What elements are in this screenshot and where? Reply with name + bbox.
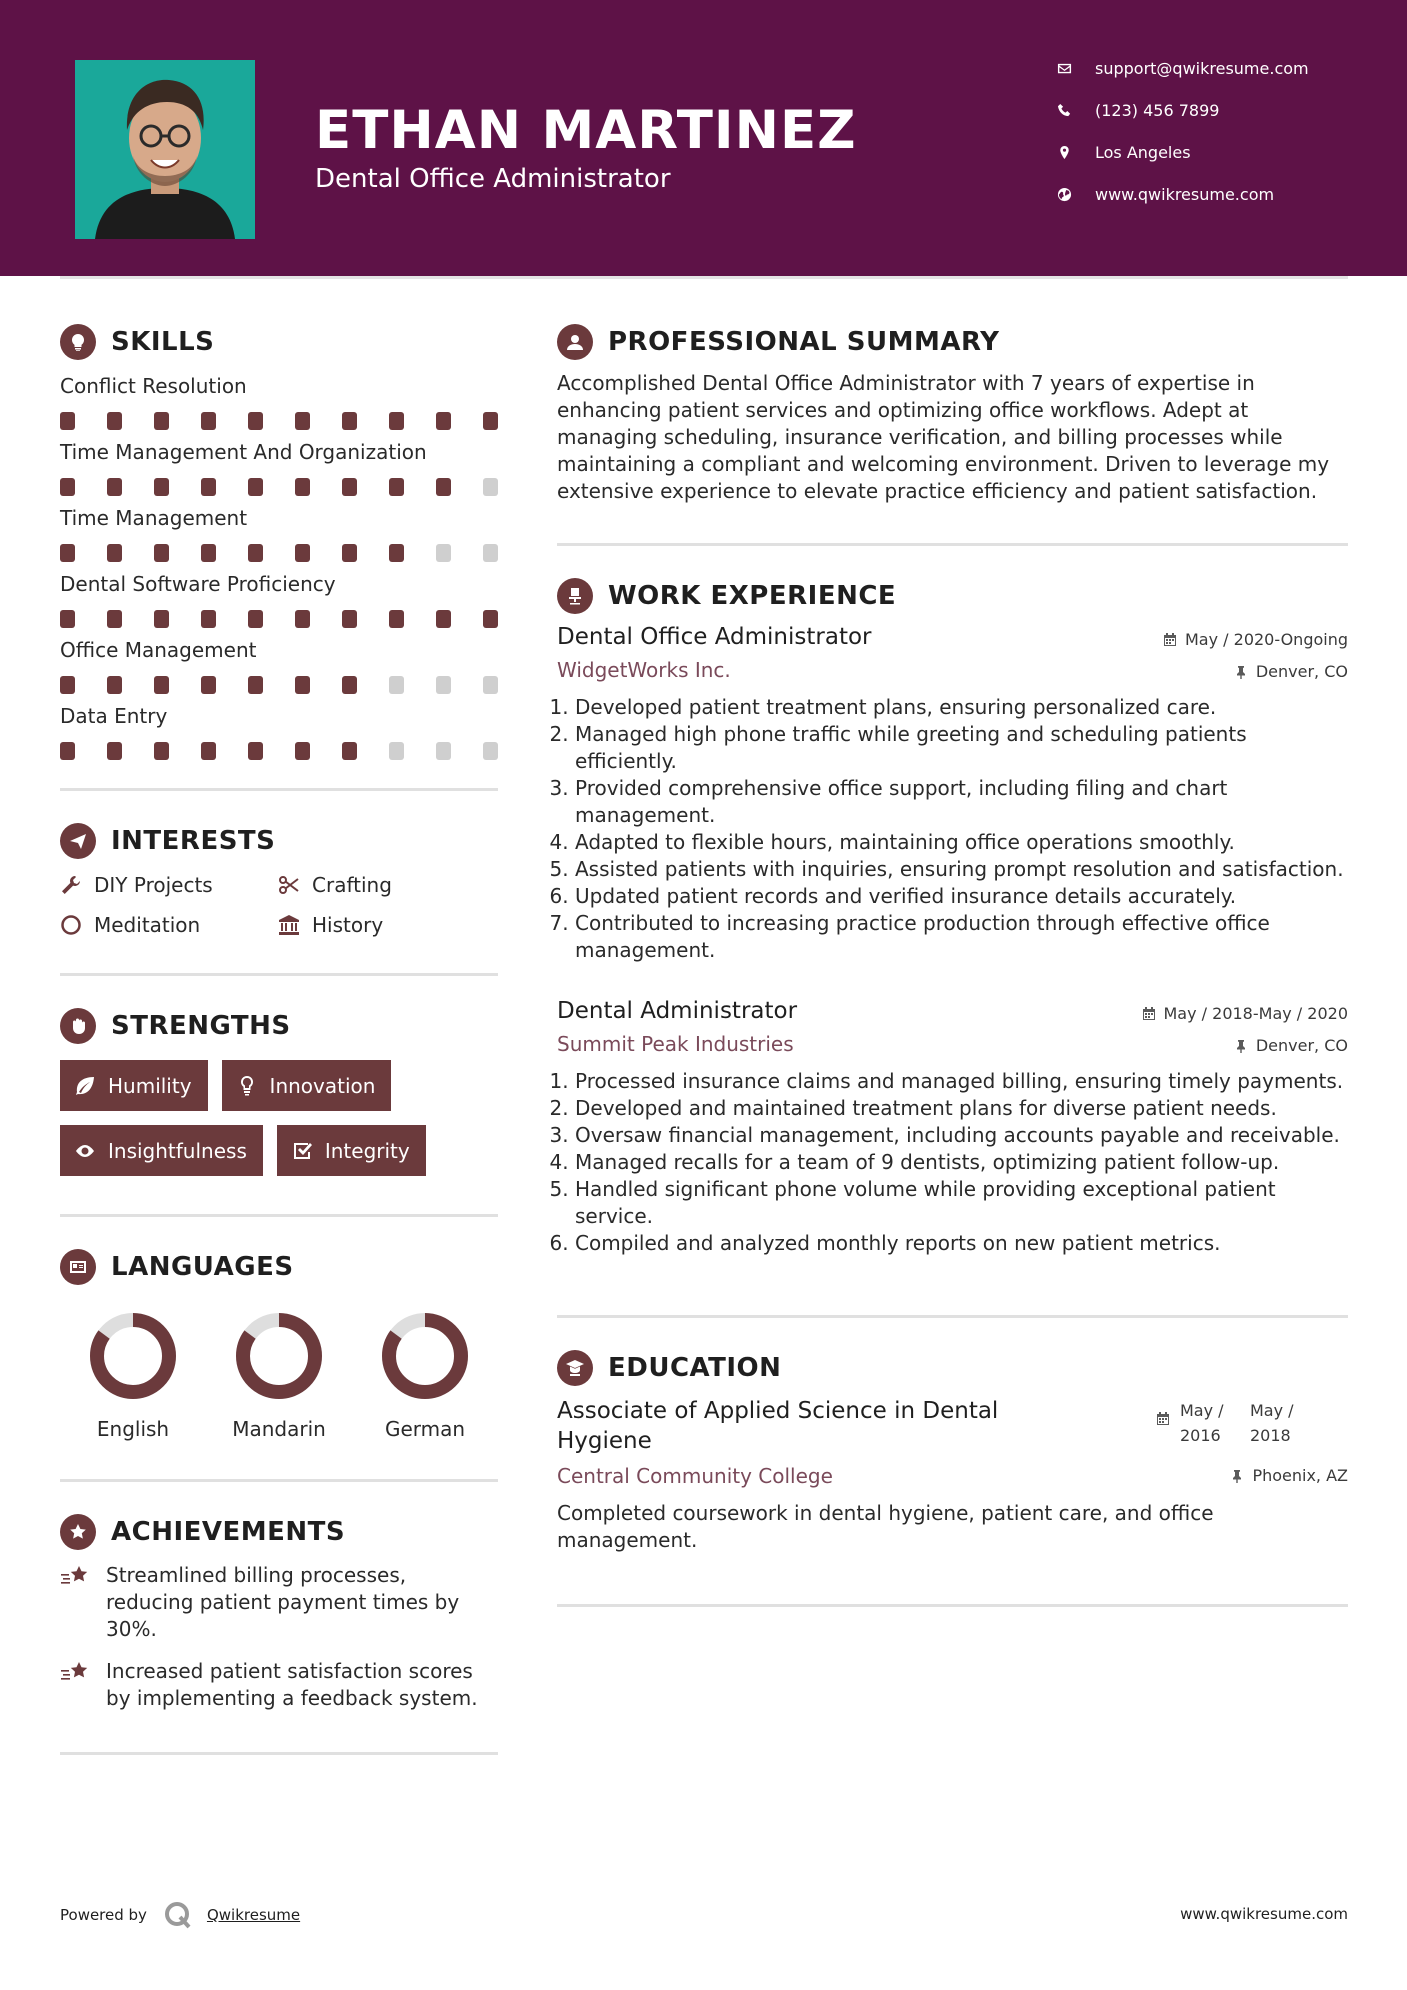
language-name: English [96, 1417, 170, 1441]
duty-item: 1. Processed insurance claims and managed billing, ensuring timely payments. [575, 1068, 1348, 1095]
circle-icon [60, 914, 82, 936]
rating-dot [295, 742, 310, 760]
rating-dot [107, 742, 122, 760]
rating-dot [154, 544, 169, 562]
skills-heading [60, 320, 498, 364]
lightbulb-icon [236, 1075, 258, 1097]
skill-name: Dental Software Proficiency [60, 572, 336, 596]
language-item [60, 1311, 206, 1441]
skill-rating [60, 610, 498, 628]
rating-dot [389, 478, 404, 496]
duty-item: 2. Developed and maintained treatment plans for diverse patient needs. [575, 1095, 1348, 1122]
skill-rating [60, 478, 498, 496]
section-divider [557, 1315, 1348, 1318]
checkbox-icon [291, 1140, 313, 1162]
rating-dot [295, 610, 310, 628]
language-name: German [384, 1417, 466, 1441]
rating-dot [342, 412, 357, 430]
section-divider [60, 1214, 498, 1217]
calendar-icon [1142, 1007, 1156, 1021]
rating-dot [389, 544, 404, 562]
rating-dot [154, 478, 169, 496]
job-entry [557, 998, 1348, 1257]
duty-item: 5. Assisted patients with inquiries, ensuring prompt resolution and satisfaction. [575, 856, 1348, 883]
rating-dot [389, 610, 404, 628]
skill-rating [60, 544, 498, 562]
rating-dot [295, 478, 310, 496]
education-description: Completed coursework in dental hygiene, patient care, and office management. [557, 1501, 1214, 1552]
duty-item: 5. Handled significant phone volume while providing exceptional patient service. [575, 1176, 1348, 1230]
rating-dot [107, 676, 122, 694]
achievement-text: Increased patient satisfaction scores by implementing a feedback system. [106, 1659, 478, 1710]
rating-dot [436, 610, 451, 628]
education-location-text: Phoenix, AZ [1252, 1466, 1348, 1485]
shooting-star-icon [60, 1564, 90, 1590]
rating-dot [436, 742, 451, 760]
id-card-icon [60, 1249, 96, 1285]
skill-rating [60, 676, 498, 694]
rating-dot [60, 478, 75, 496]
rating-dot [60, 610, 75, 628]
rating-dot [154, 412, 169, 430]
school-name: Central Community College [557, 1464, 833, 1488]
education-location [1230, 1466, 1348, 1485]
strength-tag [60, 1060, 208, 1111]
rating-dot [295, 544, 310, 562]
rating-dot [201, 544, 216, 562]
rating-dot [389, 676, 404, 694]
rating-dot [483, 544, 498, 562]
summary-text: Accomplished Dental Office Administrator with 7 years of expertise in enhancing patient services and optimizing office workflows. Adept at managing scheduling, insurance verification, and billing processes while maintaining a compliant and welcoming environment. Driven to leverage my extensive experience to elevate practice efficiency and patient satisfaction. [557, 371, 1330, 503]
skills-list [60, 374, 498, 760]
rating-dot [342, 610, 357, 628]
languages-list [60, 1311, 498, 1441]
strength-tag [60, 1125, 263, 1176]
rating-dot [342, 544, 357, 562]
contact-location-text: Los Angeles [1095, 143, 1191, 162]
experience-heading [557, 574, 1348, 618]
footer-url[interactable]: www.qwikresume.com [1180, 1905, 1348, 1923]
rating-dot [295, 412, 310, 430]
rating-dot [248, 742, 263, 760]
job-dates [1163, 630, 1348, 649]
strength-label: Integrity [324, 1138, 410, 1163]
rating-dot [201, 610, 216, 628]
degree-title: Associate of Applied Science in Dental Hygiene [557, 1398, 999, 1454]
skill-name: Time Management [60, 506, 248, 530]
job-entry [557, 624, 1348, 964]
strength-tag [222, 1060, 392, 1111]
paper-plane-icon [60, 823, 96, 859]
avatar-icon [75, 60, 255, 239]
interest-label: History [312, 913, 384, 937]
duty-item: 6. Compiled and analyzed monthly reports on new patient metrics. [575, 1230, 1348, 1257]
language-donut [380, 1311, 470, 1401]
footer-powered-by [60, 1900, 300, 1930]
qwikresume-logo-icon [163, 1900, 193, 1930]
interests-title: INTERESTS [111, 826, 276, 856]
rating-dot [248, 610, 263, 628]
globe-icon [1055, 186, 1073, 204]
interest-item [278, 873, 498, 897]
languages-heading [60, 1245, 498, 1289]
achievements-title: ACHIEVEMENTS [111, 1517, 346, 1547]
education-heading [557, 1346, 1348, 1390]
rating-dot [342, 676, 357, 694]
rating-dot [483, 412, 498, 430]
profile-photo [75, 60, 255, 239]
duty-item: 3. Provided comprehensive office support, including filing and chart management. [575, 775, 1348, 829]
contact-phone-text: (123) 456 7899 [1095, 101, 1220, 120]
resume-header [0, 0, 1407, 276]
skill-name: Conflict Resolution [60, 374, 247, 398]
contact-email-text: support@qwikresume.com [1095, 59, 1309, 78]
section-divider [60, 1752, 498, 1755]
achievement-text: Streamlined billing processes, reducing patient payment times by 30%. [106, 1563, 460, 1641]
edu-end-month: May / [1250, 1401, 1294, 1420]
phone-icon [1055, 102, 1073, 120]
education-dates [1156, 1398, 1310, 1448]
rating-dot [248, 544, 263, 562]
rating-dot [248, 676, 263, 694]
right-column [557, 320, 1348, 1607]
rating-dot [295, 676, 310, 694]
experience-title: WORK EXPERIENCE [608, 581, 897, 611]
skill-name: Data Entry [60, 704, 168, 728]
powered-by-text: Powered by [60, 1906, 147, 1924]
interest-label: DIY Projects [94, 873, 213, 897]
pin-icon [1234, 1039, 1248, 1053]
rating-dot [201, 676, 216, 694]
office-chair-icon [557, 578, 593, 614]
contact-website[interactable] [1055, 185, 1385, 204]
language-donut [88, 1311, 178, 1401]
duty-item: 3. Oversaw financial management, including accounts payable and receivable. [575, 1122, 1348, 1149]
strengths-list [60, 1060, 498, 1176]
pin-icon [1234, 665, 1248, 679]
section-divider [557, 1604, 1348, 1607]
shooting-star-icon [60, 1660, 90, 1686]
skill-rating [60, 742, 498, 760]
graduate-icon [557, 1350, 593, 1386]
achievements-heading [60, 1510, 498, 1554]
education-entry [557, 1396, 1348, 1554]
rating-dot [154, 742, 169, 760]
rating-dot [483, 478, 498, 496]
calendar-icon [1156, 1412, 1170, 1426]
rating-dot [107, 478, 122, 496]
job-location-text: Denver, CO [1255, 662, 1348, 681]
interest-label: Crafting [312, 873, 392, 897]
rating-dot [154, 676, 169, 694]
language-donut [234, 1311, 324, 1401]
strength-label: Innovation [269, 1073, 376, 1098]
strength-label: Humility [108, 1073, 192, 1098]
rating-dot [436, 544, 451, 562]
contact-email[interactable] [1055, 59, 1385, 78]
job-location [1234, 662, 1348, 681]
duty-item: 6. Updated patient records and verified insurance details accurately. [575, 883, 1348, 910]
job-dates-text: May / 2018-May / 2020 [1163, 1004, 1348, 1023]
qwikresume-link[interactable]: Qwikresume [206, 1906, 301, 1924]
pin-icon [1230, 1469, 1244, 1483]
duty-item: 7. Contributed to increasing practice production through effective office management. [575, 910, 1348, 964]
strengths-heading [60, 1004, 498, 1048]
candidate-title: Dental Office Administrator [315, 164, 671, 194]
duty-item: 1. Developed patient treatment plans, ensuring personalized care. [575, 694, 1348, 721]
company-name: WidgetWorks Inc. [557, 658, 731, 682]
job-location [1234, 1036, 1348, 1055]
strengths-title: STRENGTHS [111, 1011, 291, 1041]
edu-end-year: 2018 [1250, 1426, 1291, 1445]
candidate-name: ETHAN MARTINEZ [315, 100, 857, 161]
job-dates-text: May / 2020-Ongoing [1185, 630, 1348, 649]
strength-label: Insightfulness [108, 1138, 247, 1163]
job-location-text: Denver, CO [1255, 1036, 1348, 1055]
email-icon [1055, 60, 1073, 78]
rating-dot [60, 412, 75, 430]
rating-dot [483, 742, 498, 760]
job-duties [557, 1068, 1348, 1257]
eye-icon [74, 1140, 96, 1162]
job-title: Dental Administrator [557, 998, 798, 1024]
rating-dot [201, 478, 216, 496]
star-badge-icon [60, 1514, 96, 1550]
rating-dot [248, 412, 263, 430]
edu-start-month: May / [1180, 1401, 1224, 1420]
rating-dot [201, 742, 216, 760]
contact-website-text: www.qwikresume.com [1095, 185, 1275, 204]
skill-rating [60, 412, 498, 430]
lightbulb-icon [60, 324, 96, 360]
language-item [352, 1311, 498, 1441]
rating-dot [389, 742, 404, 760]
location-icon [1055, 144, 1073, 162]
rating-dot [389, 412, 404, 430]
left-column [60, 320, 498, 1755]
rating-dot [107, 610, 122, 628]
rating-dot [60, 742, 75, 760]
rating-dot [436, 412, 451, 430]
section-divider [60, 973, 498, 976]
rating-dot [60, 544, 75, 562]
duty-item: 4. Managed recalls for a team of 9 dentists, optimizing patient follow-up. [575, 1149, 1348, 1176]
rating-dot [154, 610, 169, 628]
skills-title: SKILLS [111, 327, 215, 357]
rating-dot [201, 412, 216, 430]
interest-item [60, 873, 278, 897]
education-title: EDUCATION [608, 1353, 782, 1383]
summary-title: PROFESSIONAL SUMMARY [608, 327, 1000, 357]
strength-tag [277, 1125, 426, 1176]
rating-dot [342, 478, 357, 496]
interest-item [60, 913, 278, 937]
edu-start-year: 2016 [1180, 1426, 1221, 1445]
job-dates [1142, 1004, 1349, 1023]
company-name: Summit Peak Industries [557, 1032, 794, 1056]
rating-dot [436, 676, 451, 694]
interests-list [60, 873, 498, 937]
skill-name: Time Management And Organization [60, 440, 427, 464]
rating-dot [483, 610, 498, 628]
duty-item: 2. Managed high phone traffic while greeting and scheduling patients efficiently. [575, 721, 1348, 775]
rating-dot [483, 676, 498, 694]
calendar-icon [1163, 633, 1177, 647]
rating-dot [107, 412, 122, 430]
interests-heading [60, 819, 498, 863]
job-title: Dental Office Administrator [557, 624, 872, 650]
museum-icon [278, 914, 300, 936]
languages-title: LANGUAGES [111, 1252, 294, 1282]
section-divider [557, 543, 1348, 546]
leaf-icon [74, 1075, 96, 1097]
summary-heading [557, 320, 1348, 364]
language-name: Mandarin [232, 1417, 326, 1441]
rating-dot [60, 676, 75, 694]
interest-item [278, 913, 498, 937]
header-divider [60, 276, 1348, 279]
interest-label: Meditation [94, 913, 201, 937]
section-divider [60, 1479, 498, 1482]
achievement-item [60, 1658, 498, 1712]
duty-item: 4. Adapted to flexible hours, maintaining office operations smoothly. [575, 829, 1348, 856]
contact-phone[interactable] [1055, 101, 1385, 120]
achievement-item [60, 1562, 498, 1643]
section-divider [60, 788, 498, 791]
contact-location [1055, 143, 1385, 162]
skill-name: Office Management [60, 638, 257, 662]
user-icon [557, 324, 593, 360]
rating-dot [436, 478, 451, 496]
job-duties [557, 694, 1348, 964]
rating-dot [342, 742, 357, 760]
wrench-icon [60, 874, 82, 896]
scissors-icon [278, 874, 300, 896]
rating-dot [248, 478, 263, 496]
fist-icon [60, 1008, 96, 1044]
rating-dot [107, 544, 122, 562]
language-item [206, 1311, 352, 1441]
